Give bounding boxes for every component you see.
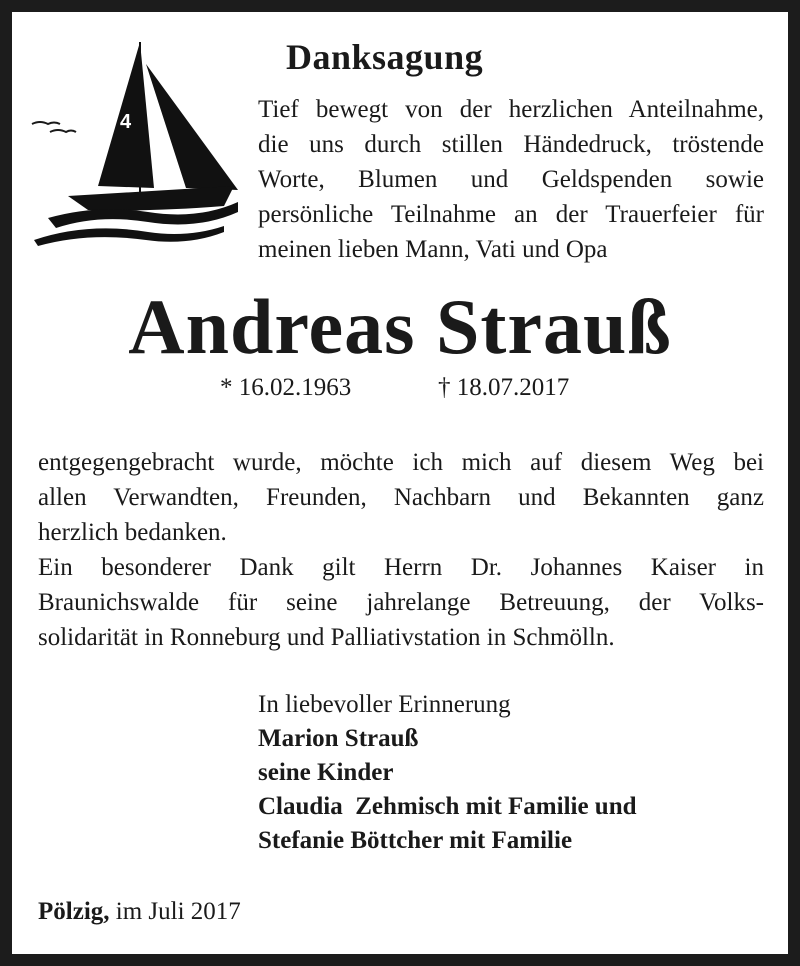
intro-line: Tief bewegt von der herzlichen Anteilnahme, bbox=[258, 96, 764, 123]
page-title: Danksagung bbox=[286, 37, 484, 77]
body-line: solidarität in Ronneburg und Palliativstation in Schmölln. bbox=[38, 624, 615, 651]
signature-name: seine Kinder bbox=[258, 759, 394, 786]
signature-name: Stefanie Böttcher mit Familie bbox=[258, 827, 573, 854]
body-line: Ein besonderer Dank gilt Herrn Dr. Johannes Kaiser in bbox=[38, 554, 764, 581]
sailboat-icon bbox=[28, 36, 240, 248]
body-line: entgegengebracht wurde, möchte ich mich auf diesem Weg bei bbox=[38, 449, 764, 476]
body-line: allen Verwandten, Freunden, Nachbarn und Bekannten ganz bbox=[38, 484, 764, 511]
signature-intro: In liebevoller Erinnerung bbox=[258, 691, 511, 718]
intro-paragraph bbox=[258, 92, 764, 267]
svg-text:4: 4 bbox=[120, 111, 132, 133]
birth-date: * 16.02.1963 bbox=[220, 374, 352, 401]
intro-line: die uns durch stillen Händedruck, tröstende bbox=[258, 131, 764, 158]
intro-line: meinen lieben Mann, Vati und Opa bbox=[258, 236, 608, 263]
signature-name: Marion Strauß bbox=[258, 725, 419, 752]
intro-line: persönliche Teilnahme an der Trauerfeier für bbox=[258, 201, 764, 228]
intro-line: Worte, Blumen und Geldspenden sowie bbox=[258, 166, 764, 193]
date-text: im Juli 2017 bbox=[109, 898, 241, 925]
death-date: † 18.07.2017 bbox=[438, 374, 570, 401]
body-paragraph bbox=[38, 445, 764, 655]
place-name: Pölzig, bbox=[38, 898, 110, 925]
place-date-line bbox=[38, 898, 241, 926]
body-line: herzlich bedanken. bbox=[38, 519, 227, 546]
signature-name: Claudia Zehmisch mit Familie und bbox=[258, 793, 637, 820]
deceased-name: Andreas Strauß bbox=[128, 283, 672, 370]
signature-block bbox=[258, 688, 637, 858]
body-line: Braunichswalde für seine jahrelange Betreuung, der Volks- bbox=[38, 589, 764, 616]
